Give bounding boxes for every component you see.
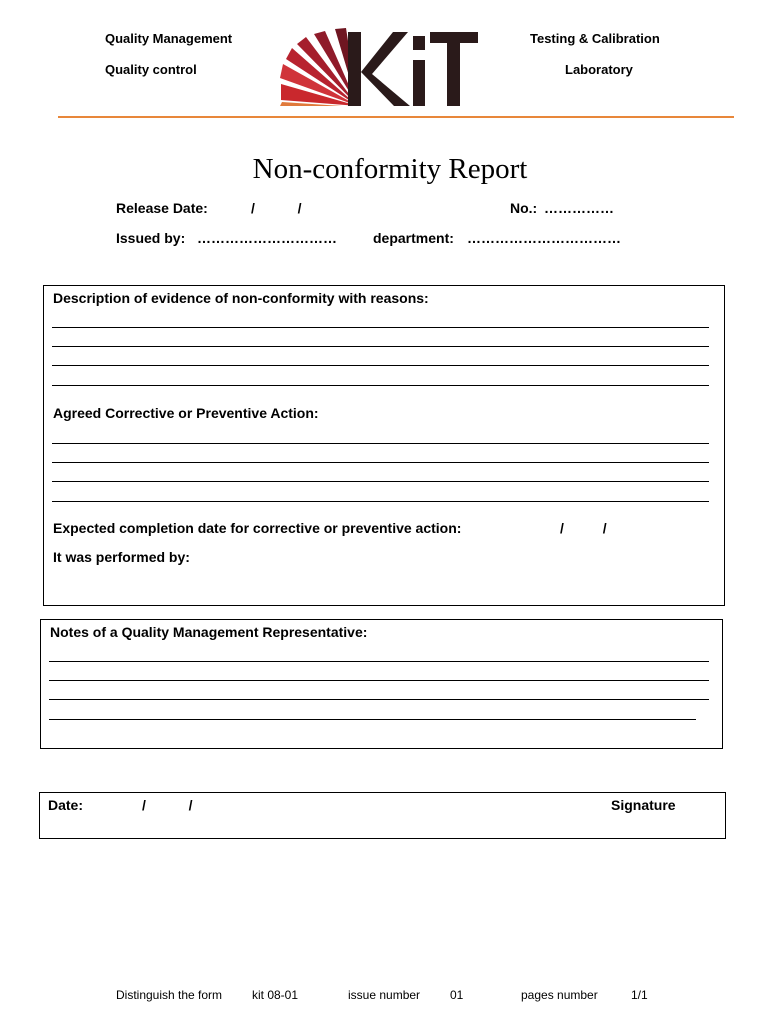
header-testing-calibration: Testing & Calibration — [530, 31, 660, 46]
footer-pages-value: 1/1 — [631, 988, 648, 1002]
page-title: Non-conformity Report — [252, 153, 528, 185]
description-label: Description of evidence of non-conformity with reasons: — [53, 290, 429, 306]
footer-issue-value: 01 — [450, 988, 464, 1002]
notes-line[interactable] — [49, 680, 709, 681]
date-field[interactable]: / / — [142, 797, 193, 813]
release-date-field[interactable]: / / — [251, 200, 302, 216]
signature-label: Signature — [611, 797, 676, 813]
expected-completion-field[interactable]: / / — [560, 520, 607, 536]
notes-line[interactable] — [49, 699, 709, 700]
footer-issue-label: issue number — [348, 988, 421, 1002]
action-line[interactable] — [52, 501, 709, 502]
issued-by-label: Issued by: — [116, 230, 186, 246]
description-line[interactable] — [52, 385, 709, 386]
header-quality-control: Quality control — [105, 62, 197, 77]
description-line[interactable] — [52, 327, 709, 328]
header-quality-management: Quality Management — [105, 31, 233, 46]
header-laboratory: Laboratory — [565, 62, 633, 77]
header-divider — [58, 116, 734, 118]
logo-text: KIT — [280, 28, 282, 29]
footer-distinguish-label: Distinguish the form — [116, 988, 223, 1002]
no-label: No.: — [510, 200, 538, 216]
no-field[interactable]: …………… — [544, 200, 614, 216]
kit-logo — [280, 28, 480, 110]
footer-pages-label: pages number — [521, 988, 598, 1002]
department-field[interactable]: …………………………… — [467, 230, 621, 246]
action-line[interactable] — [52, 481, 709, 482]
description-line[interactable] — [52, 365, 709, 366]
description-line[interactable] — [52, 346, 709, 347]
release-date-label: Release Date: — [116, 200, 208, 216]
issued-by-field[interactable]: ………………………… — [197, 230, 337, 246]
footer-form-code: kit 08-01 — [252, 988, 299, 1002]
expected-completion-label: Expected completion date for corrective or preventive action: — [53, 520, 462, 536]
qm-notes-label: Notes of a Quality Management Representative: — [50, 624, 368, 640]
action-label: Agreed Corrective or Preventive Action: — [53, 405, 319, 421]
date-label: Date: — [48, 797, 84, 813]
performed-by-label: It was performed by: — [53, 549, 190, 565]
action-line[interactable] — [52, 462, 709, 463]
notes-line[interactable] — [49, 719, 696, 720]
action-line[interactable] — [52, 443, 709, 444]
department-label: department: — [373, 230, 454, 246]
notes-line[interactable] — [49, 661, 709, 662]
